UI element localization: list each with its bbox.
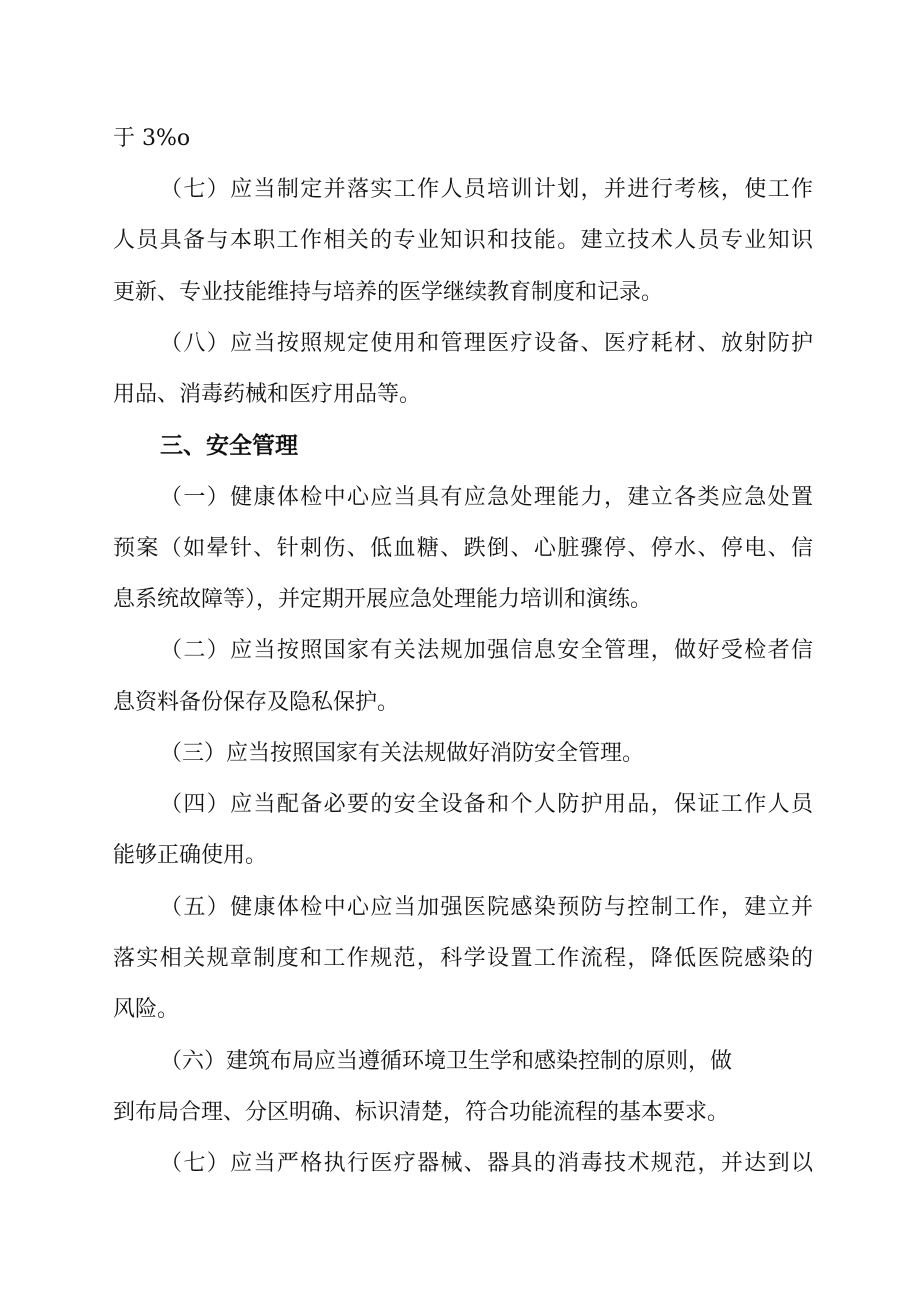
text-line: （五）健康体检中心应当加强医院感染预防与控制工作，建立并 xyxy=(160,895,813,920)
text-line: （六）建筑布局应当遵循环境卫生学和感染控制的原则，做 xyxy=(160,1049,733,1074)
section-heading: 三、安全管理 xyxy=(160,433,298,459)
text-line: 用品、消毒药械和医疗用品等。 xyxy=(113,382,422,407)
text-line: 更新、专业技能维持与培养的医学继续教育制度和记录。 xyxy=(113,280,664,305)
text-line: （二）应当按照国家有关法规加强信息安全管理，做好受检者信 xyxy=(160,638,813,663)
text-line: 于 3%o xyxy=(113,126,191,151)
text-line: 预案（如晕针、针刺伤、低血糖、跌倒、心脏骤停、停水、停电、信 xyxy=(113,536,813,561)
text-line: 息资料备份保存及隐私保护。 xyxy=(113,690,400,715)
text-line: 人员具备与本职工作相关的专业知识和技能。建立技术人员专业知识 xyxy=(113,228,813,253)
text-line: （一）健康体检中心应当具有应急处理能力，建立各类应急处置 xyxy=(160,485,813,510)
text-line: （八）应当按照规定使用和管理医疗设备、医疗耗材、放射防护 xyxy=(160,331,813,356)
text-line: 落实相关规章制度和工作规范，科学设置工作流程，降低医院感染的 xyxy=(113,946,813,971)
text-line: 能够正确使用。 xyxy=(113,843,268,868)
text-line: 到布局合理、分区明确、标识清楚，符合功能流程的基本要求。 xyxy=(113,1100,730,1125)
text-line: 风险。 xyxy=(113,997,180,1022)
text-line: （七）应当严格执行医疗器械、器具的消毒技术规范，并达到以 xyxy=(160,1151,813,1176)
text-line: （三）应当按照国家有关法规做好消防安全管理。 xyxy=(160,741,645,766)
text-line: （四）应当配备必要的安全设备和个人防护用品，保证工作人员 xyxy=(160,792,813,817)
text-line: 息系统故障等），并定期开展应急处理能力培训和演练。 xyxy=(113,587,653,612)
text-line: （七）应当制定并落实工作人员培训计划，并进行考核，使工作 xyxy=(160,177,813,202)
